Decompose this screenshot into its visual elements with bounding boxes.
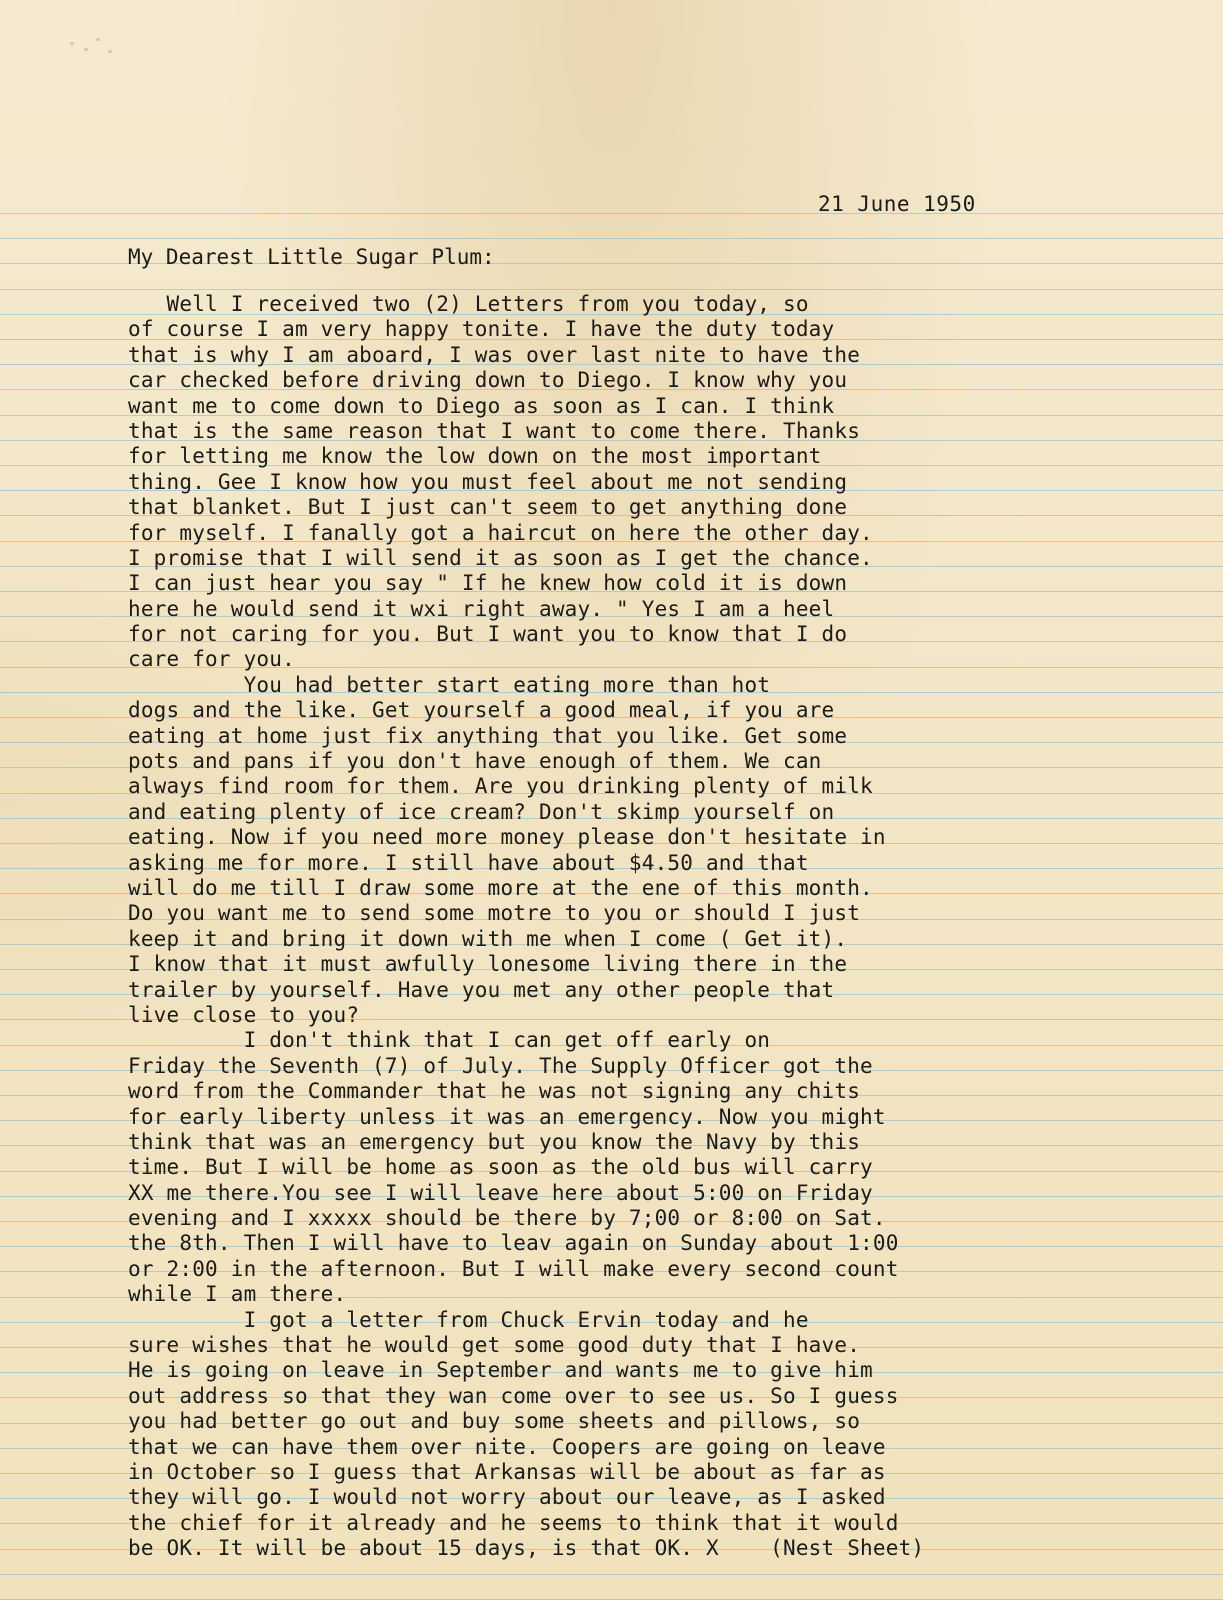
letter-line: think that was an emergency but you know the Navy by this [128,1129,861,1154]
letter-line: trailer by yourself. Have you met any other people that [128,977,835,1002]
ruled-line [0,213,1223,214]
letter-line: I know that it must awfully lonesome living there in the [128,952,848,977]
letter-body [128,292,1188,1562]
letter-line: live close to you? [128,1002,360,1027]
letter-line: car checked before driving down to Diego. I know why you [128,368,848,393]
ruled-line [0,1574,1223,1575]
letter-line: for early liberty unless it was an emergency. Now you might [128,1104,886,1129]
letter-line: word from the Commander that he was not signing any chits [128,1079,861,1104]
letter-line: sure wishes that he would get some good duty that I have. [128,1333,861,1358]
letter-line: thing. Gee I know how you must feel about me not sending [128,469,848,494]
letter-line: always find room for them. Are you drinking plenty of milk [128,774,873,799]
letter-line: keep it and bring it down with me when I come ( Get it). [128,926,848,951]
letter-line: the chief for it already and he seems to think that it would [128,1510,899,1535]
letter-line: you had better go out and buy some sheets and pillows, so [128,1409,861,1434]
paper-specks [62,30,122,60]
letter-line: for not caring for you. But I want you to know that I do [128,622,848,647]
salutation: My Dearest Little Sugar Plum: [128,245,495,269]
letter-line: that is the same reason that I want to come there. Thanks [128,418,861,443]
letter-line: Well I received two (2) Letters from you today, so [128,292,809,316]
letter-line: pots and pans if you don't have enough of them. We can [128,749,822,774]
letter-line: evening and I xxxxx should be there by 7;00 or 8:00 on Sat. [128,1206,886,1231]
letter-line: asking me for more. I still have about $4.50 and that [128,850,809,875]
letter-line: here he would send it wxi right away. " Yes I am a heel [128,596,835,621]
letter-line: or 2:00 in the afternoon. But I will make every second count [128,1256,899,1281]
letter-line: eating. Now if you need more money please don't hesitate in [128,825,886,850]
letter-line: I don't think that I can get off early on [128,1028,771,1053]
letter-line: time. But I will be home as soon as the old bus will carry [128,1155,873,1180]
letter-line: I can just hear you say " If he knew how cold it is down [128,571,848,596]
letter-line: they will go. I would not worry about our leave, as I asked [128,1485,886,1510]
letter-line: dogs and the like. Get yourself a good meal, if you are [128,698,835,723]
letter-line: You had better start eating more than hot [128,672,771,697]
ruled-line [0,289,1223,290]
letter-line: that we can have them over nite. Coopers are going on leave [128,1434,886,1459]
letter-line: for myself. I fanally got a haircut on here the other day. [128,520,873,545]
letter-line: will do me till I draw some more at the ene of this month. [128,875,873,900]
letter-line: and eating plenty of ice cream? Don't skimp yourself on [128,799,835,824]
letter-line: Friday the Seventh (7) of July. The Supply Officer got the [128,1053,873,1078]
letter-date: 21 June 1950 [818,192,976,216]
letter-line: be OK. It will be about 15 days, is that OK. X (Nest Sheet) [128,1536,925,1561]
letter-line: while I am there. [128,1282,347,1307]
letter-line: I promise that I will send it as soon as I get the chance. [128,545,873,570]
letter-line: He is going on leave in September and wants me to give him [128,1358,873,1383]
letter-line: XX me there.You see I will leave here about 5:00 on Friday [128,1180,873,1205]
letter-line: care for you. [128,647,295,672]
letter-line: in October so I guess that Arkansas will be about as far as [128,1459,886,1484]
letter-line: of course I am very happy tonite. I have the duty today [128,317,835,342]
letter-line: out address so that they wan come over to see us. So I guess [128,1383,899,1408]
letter-line: that is why I am aboard, I was over last nite to have the [128,342,861,367]
letter-line: eating at home just fix anything that you like. Get some [128,723,848,748]
letter-line: that blanket. But I just can't seem to get anything done [128,495,848,520]
letter-line: for letting me know the low down on the most important [128,444,822,469]
letter-line: Do you want me to send some motre to you or should I just [128,901,861,926]
letter-line: the 8th. Then I will have to leav again on Sunday about 1:00 [128,1231,899,1256]
ruled-line [0,238,1223,239]
letter-line: I got a letter from Chuck Ervin today and he [128,1307,809,1332]
letter-line: want me to come down to Diego as soon as I can. I think [128,393,835,418]
